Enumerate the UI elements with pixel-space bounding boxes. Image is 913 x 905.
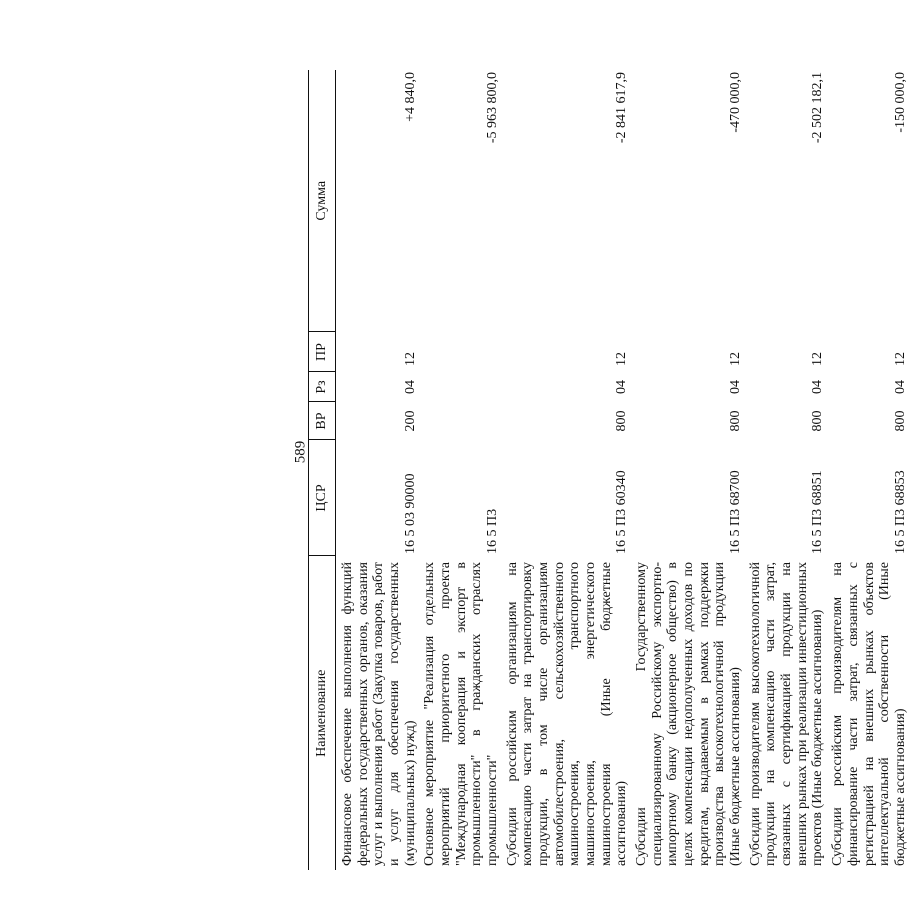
header-sum: Сумма: [309, 70, 336, 332]
row-vr: 800: [892, 410, 908, 432]
row-sum: -470 000,0: [728, 72, 744, 133]
table-row: [422, 70, 504, 870]
row-rz: 04: [402, 380, 418, 394]
row-rz: 04: [728, 380, 744, 394]
row-vr: 800: [614, 410, 630, 432]
row-name: Субсидии производителям высокотехнологичной продукции на компенсацию части затрат, связанных с сертификацией продукции на внешних рынках при реализации инвестиционных проектов (Иные бюджетные ассигнования): [747, 562, 826, 866]
row-csr: 16 5 П3 60340: [614, 470, 630, 554]
row-csr: 16 5 П3 68700: [728, 470, 744, 554]
row-rz: 04: [810, 380, 826, 394]
row-vr: 800: [810, 410, 826, 432]
row-pr: 12: [892, 352, 908, 366]
row-csr: 16 5 П3 68853: [892, 470, 908, 554]
row-sum: -150 000,0: [892, 72, 908, 133]
row-pr: [422, 332, 504, 372]
row-csr: 16 5 П3 68851: [810, 470, 826, 554]
header-name: Наименование: [309, 556, 336, 870]
row-name: Финансовое обеспечение выполнения функций федеральных государственных органов, оказания услуг и выполнения работ (Закупка товаров, работ и услуг для обеспечения государственных (муниципальных) нужд): [340, 562, 418, 866]
table-row: [340, 70, 422, 870]
row-sum: -5 963 800,0: [485, 72, 501, 144]
header-pr: ПР: [309, 332, 336, 372]
table-row: [634, 70, 748, 870]
row-vr: 800: [728, 410, 744, 432]
row-sum: -2 841 617,9: [614, 72, 630, 144]
row-rz: [422, 372, 504, 402]
budget-sheet: [308, 70, 908, 870]
row-vr: [422, 402, 504, 440]
table-row: [830, 70, 912, 870]
budget-table: [308, 70, 913, 870]
table-row: [505, 70, 634, 870]
header-csr: ЦСР: [309, 440, 336, 556]
table-row: [748, 70, 830, 870]
row-pr: 12: [810, 352, 826, 366]
row-pr: 12: [614, 352, 630, 366]
table-header-row: [309, 70, 336, 870]
row-sum: +4 840,0: [402, 72, 418, 122]
row-name: Субсидии российским организациям на компенсацию части затрат на транспортировку продукции, в том числе организациям автомобилестроения, сельскохозяйственного машиностроения, транспортного машиностроения, энергетического машиностроения (Иные бюджетные ассигнования): [504, 562, 630, 866]
header-rz: Рз: [309, 372, 336, 402]
row-name: Субсидии Государственному специализированному Российскому экспортно-импортному банку (акционерное общество) в целях компенсации недополученных доходов по кредитам, выдаваемым в рамках поддержки производства высокотехнологичной продукции (Иные бюджетные ассигнования): [634, 562, 744, 866]
row-pr: 12: [402, 352, 418, 366]
page-number-text: 589: [292, 440, 309, 464]
row-name: Субсидии российским производителям на финансирование части затрат, связанных с регистрацией на внешних рынках объектов интеллектуальной собственности (Иные бюджетные ассигнования): [830, 562, 908, 866]
row-sum: -2 502 182,1: [810, 72, 826, 144]
row-vr: 200: [402, 410, 418, 432]
row-csr: 16 5 П3: [485, 508, 501, 554]
row-pr: 12: [728, 352, 744, 366]
row-rz: 04: [892, 380, 908, 394]
row-rz: 04: [614, 380, 630, 394]
row-csr: 16 5 03 90000: [402, 473, 418, 554]
row-name: Основное мероприятие "Реализация отдельных мероприятий приоритетного проекта "Международная кооперация и экспорт в промышленности" в гражданских отраслях промышленности": [422, 562, 501, 866]
header-vr: ВР: [309, 402, 336, 440]
